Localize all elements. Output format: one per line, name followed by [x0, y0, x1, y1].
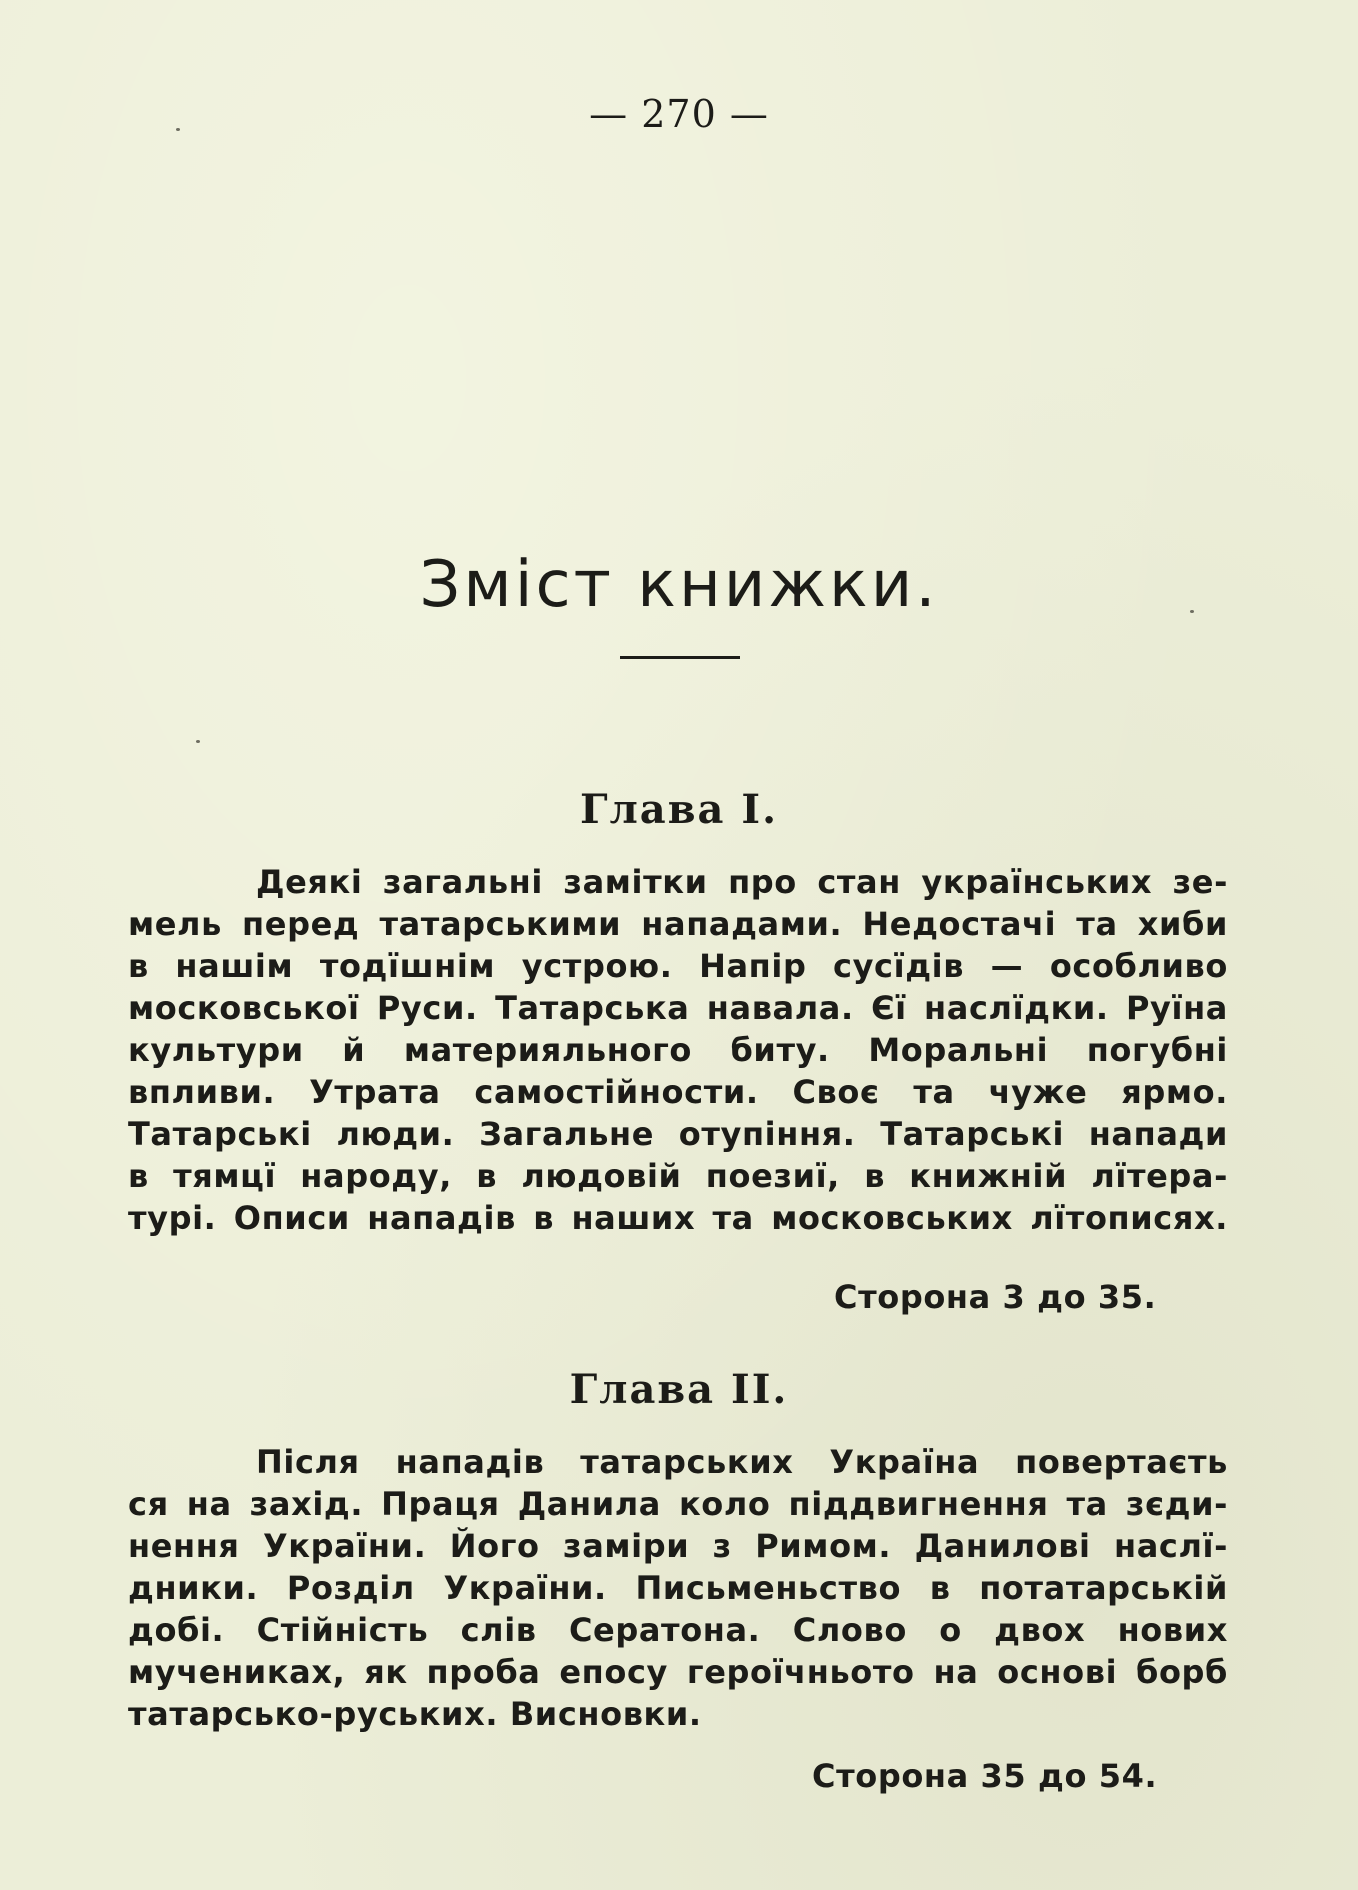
chapter-1-line: в тямцї народу, в людовій поезиї, в книжній лїтера- — [128, 1157, 1228, 1195]
page-number: — 270 — — [589, 92, 769, 136]
chapter-2-page-range: Сторона 35 до 54. — [812, 1757, 1158, 1795]
chapter-1-line: в нашім тодїшнім устрою. Напір сусїдів — особливо — [128, 947, 1228, 985]
chapter-1-line: Татарські люди. Загальне отупіння. Татарські напади — [128, 1115, 1228, 1153]
paper-speck — [176, 128, 180, 131]
chapter-1-line: культури й материяльного биту. Моральні погубні — [128, 1031, 1228, 1069]
chapter-1-line: московської Руси. Татарська навала. Єї наслїдки. Руїна — [128, 989, 1228, 1027]
chapter-1-heading: Глава I. — [579, 786, 778, 833]
title-underline — [620, 656, 740, 659]
chapter-2-line: мучениках, як проба епосу героїчньото на основі борб — [128, 1653, 1228, 1691]
chapter-2-heading: Глава II. — [569, 1366, 789, 1413]
chapter-1-line: впливи. Утрата самостійности. Своє та чуже ярмо. — [128, 1073, 1228, 1111]
chapter-1-page-range: Сторона 3 до 35. — [834, 1278, 1157, 1316]
chapter-1-line: турі. Описи нападів в наших та московських лїтописях. — [128, 1199, 1228, 1237]
chapter-1-line: Деякі загальні замітки про стан українських зе- — [256, 863, 1228, 901]
chapter-2-line: дники. Розділ України. Письменьство в потатарській — [128, 1569, 1228, 1607]
chapter-2-summary — [128, 1441, 1228, 1735]
paper-speck — [1190, 610, 1194, 613]
chapter-2-line: ся на захід. Праця Данила коло піддвигнення та зєди- — [128, 1485, 1228, 1523]
chapter-2-line: татарсько-руських. Висновки. — [128, 1695, 702, 1733]
chapter-1-line: мель перед татарськими нападами. Недостачі та хиби — [128, 905, 1228, 943]
paper-speck — [196, 740, 200, 743]
chapter-2-line: нення України. Його заміри з Римом. Данилові наслї- — [128, 1527, 1228, 1565]
chapter-2-line: добі. Стійність слів Сератона. Слово о двох нових — [128, 1611, 1228, 1649]
chapter-2-line: Після нападів татарських Україна повертаєть — [256, 1443, 1228, 1481]
chapter-1-summary — [128, 861, 1228, 1239]
page-title: Зміст книжки. — [419, 548, 939, 622]
